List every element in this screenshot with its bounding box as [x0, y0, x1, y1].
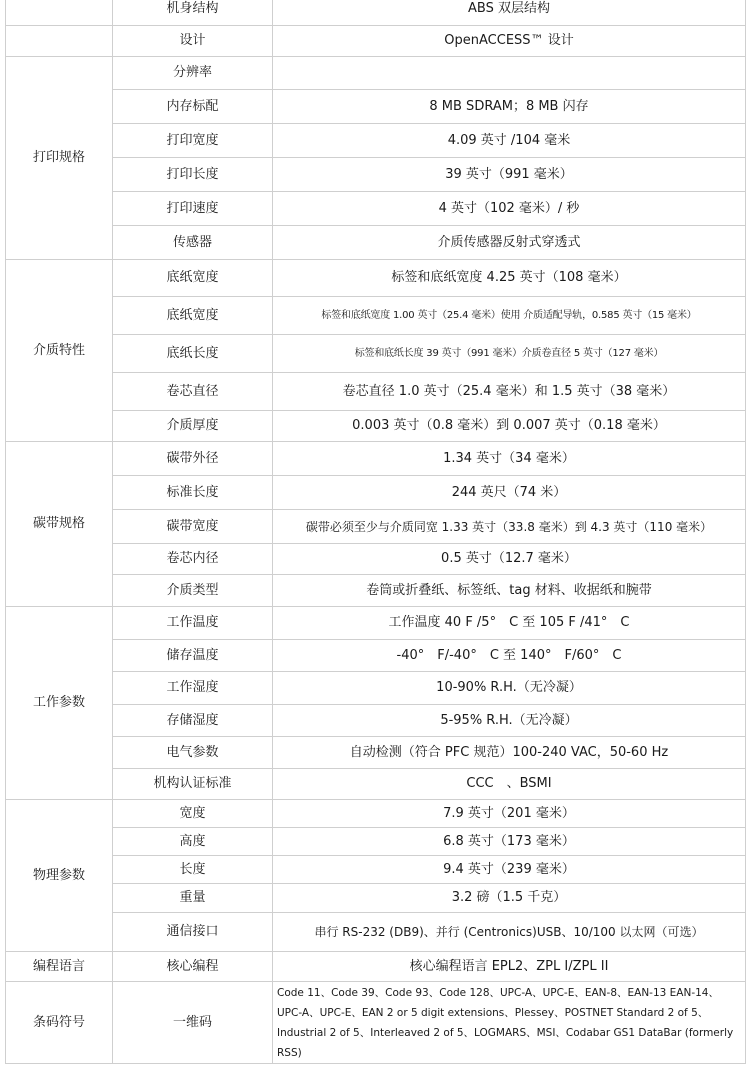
table-row	[6, 124, 746, 158]
spec-table	[5, 0, 746, 1064]
spec-value: Code 11、Code 39、Code 93、Code 128、UPC-A、UPC-E、EAN-8、EAN-13 EAN-14、UPC-A、UPC-E、EAN 2 or 5 digit extensions、Plessey、POSTNET Standard 2 of 5、Industrial 2 of 5、Interleaved 2 of 5、LOGMARS、MSI、Codabar GS1 DataBar (formerly RSS)	[273, 982, 746, 1064]
spec-label: 通信接口	[113, 913, 273, 952]
table-row	[6, 510, 746, 544]
table-row	[6, 0, 746, 26]
spec-value: OpenACCESS™ 设计	[273, 26, 746, 57]
spec-value: ABS 双层结构	[273, 0, 746, 26]
category-operating: 工作参数	[6, 607, 113, 800]
category-programming: 编程语言	[6, 952, 113, 982]
spec-value: 1.34 英寸（34 毫米）	[273, 442, 746, 476]
spec-value: 4.09 英寸 /104 毫米	[273, 124, 746, 158]
table-row	[6, 737, 746, 769]
spec-value: 10-90% R.H.（无冷凝）	[273, 672, 746, 705]
table-row	[6, 411, 746, 442]
spec-label: 标准长度	[113, 476, 273, 510]
table-row	[6, 335, 746, 373]
spec-label: 高度	[113, 828, 273, 856]
spec-value: 标签和底纸宽度 4.25 英寸（108 毫米）	[273, 260, 746, 297]
spec-label: 介质厚度	[113, 411, 273, 442]
table-row	[6, 828, 746, 856]
table-row	[6, 769, 746, 800]
table-row	[6, 158, 746, 192]
spec-label: 底纸宽度	[113, 260, 273, 297]
spec-value: 串行 RS-232 (DB9)、并行 (Centronics)USB、10/100 以太网（可选）	[273, 913, 746, 952]
table-row	[6, 982, 746, 1064]
table-row	[6, 913, 746, 952]
spec-value: 7.9 英寸（201 毫米）	[273, 800, 746, 828]
spec-value: 碳带必须至少与介质同宽 1.33 英寸（33.8 毫米）到 4.3 英寸（110 毫米）	[273, 510, 746, 544]
category-barcode: 条码符号	[6, 982, 113, 1064]
spec-value: 工作温度 40 F /5° C 至 105 F /41° C	[273, 607, 746, 640]
table-row	[6, 705, 746, 737]
spec-value: 标签和底纸长度 39 英寸（991 毫米）介质卷直径 5 英寸（127 毫米）	[273, 335, 746, 373]
spec-label: 长度	[113, 856, 273, 884]
spec-label: 底纸长度	[113, 335, 273, 373]
spec-label: 机构认证标准	[113, 769, 273, 800]
table-row	[6, 856, 746, 884]
table-row	[6, 90, 746, 124]
spec-value: 244 英尺（74 米）	[273, 476, 746, 510]
spec-label: 设计	[113, 26, 273, 57]
spec-label: 电气参数	[113, 737, 273, 769]
spec-label: 碳带宽度	[113, 510, 273, 544]
spec-value: 39 英寸（991 毫米）	[273, 158, 746, 192]
spec-label: 一维码	[113, 982, 273, 1064]
table-row	[6, 800, 746, 828]
table-row	[6, 297, 746, 335]
table-row	[6, 952, 746, 982]
table-row	[6, 607, 746, 640]
spec-label: 卷芯内径	[113, 544, 273, 575]
spec-label: 打印宽度	[113, 124, 273, 158]
spec-value: 6.8 英寸（173 毫米）	[273, 828, 746, 856]
spec-value: 卷筒或折叠纸、标签纸、tag 材料、收据纸和腕带	[273, 575, 746, 607]
spec-value: 核心编程语言 EPL2、ZPL I/ZPL II	[273, 952, 746, 982]
spec-value: 3.2 磅（1.5 千克）	[273, 884, 746, 913]
spec-label: 介质类型	[113, 575, 273, 607]
category-cell-empty	[6, 26, 113, 57]
spec-value: 4 英寸（102 毫米）/ 秒	[273, 192, 746, 226]
spec-label: 宽度	[113, 800, 273, 828]
spec-label: 重量	[113, 884, 273, 913]
spec-value: 0.5 英寸（12.7 毫米）	[273, 544, 746, 575]
spec-value: CCC 、BSMI	[273, 769, 746, 800]
table-row	[6, 476, 746, 510]
spec-value	[273, 57, 746, 90]
spec-value: 自动检测（符合 PFC 规范）100-240 VAC，50-60 Hz	[273, 737, 746, 769]
table-row	[6, 575, 746, 607]
spec-value: 8 MB SDRAM；8 MB 闪存	[273, 90, 746, 124]
spec-label: 底纸宽度	[113, 297, 273, 335]
spec-label: 工作温度	[113, 607, 273, 640]
category-media: 介质特性	[6, 260, 113, 442]
spec-label: 传感器	[113, 226, 273, 260]
spec-value: -40° F/-40° C 至 140° F/60° C	[273, 640, 746, 672]
spec-label: 工作湿度	[113, 672, 273, 705]
spec-label: 打印速度	[113, 192, 273, 226]
category-cell-empty	[6, 0, 113, 26]
spec-value: 9.4 英寸（239 毫米）	[273, 856, 746, 884]
spec-label: 打印长度	[113, 158, 273, 192]
table-row	[6, 544, 746, 575]
spec-label: 储存温度	[113, 640, 273, 672]
spec-label: 卷芯直径	[113, 373, 273, 411]
table-row	[6, 373, 746, 411]
table-row	[6, 226, 746, 260]
spec-label: 核心编程	[113, 952, 273, 982]
table-row	[6, 672, 746, 705]
table-row	[6, 884, 746, 913]
spec-label: 分辨率	[113, 57, 273, 90]
table-row	[6, 192, 746, 226]
spec-value: 介质传感器反射式穿透式	[273, 226, 746, 260]
spec-label: 机身结构	[113, 0, 273, 26]
spec-label: 碳带外径	[113, 442, 273, 476]
category-print: 打印规格	[6, 57, 113, 260]
category-ribbon: 碳带规格	[6, 442, 113, 607]
spec-value: 卷芯直径 1.0 英寸（25.4 毫米）和 1.5 英寸（38 毫米）	[273, 373, 746, 411]
spec-value: 标签和底纸宽度 1.00 英寸（25.4 毫米）使用 介质适配导轨，0.585 英寸（15 毫米）	[273, 297, 746, 335]
table-row	[6, 260, 746, 297]
spec-label: 内存标配	[113, 90, 273, 124]
table-row	[6, 442, 746, 476]
spec-value: 0.003 英寸（0.8 毫米）到 0.007 英寸（0.18 毫米）	[273, 411, 746, 442]
spec-label: 存储湿度	[113, 705, 273, 737]
table-row	[6, 640, 746, 672]
spec-value: 5-95% R.H.（无冷凝）	[273, 705, 746, 737]
table-row	[6, 57, 746, 90]
table-row	[6, 26, 746, 57]
category-physical: 物理参数	[6, 800, 113, 952]
